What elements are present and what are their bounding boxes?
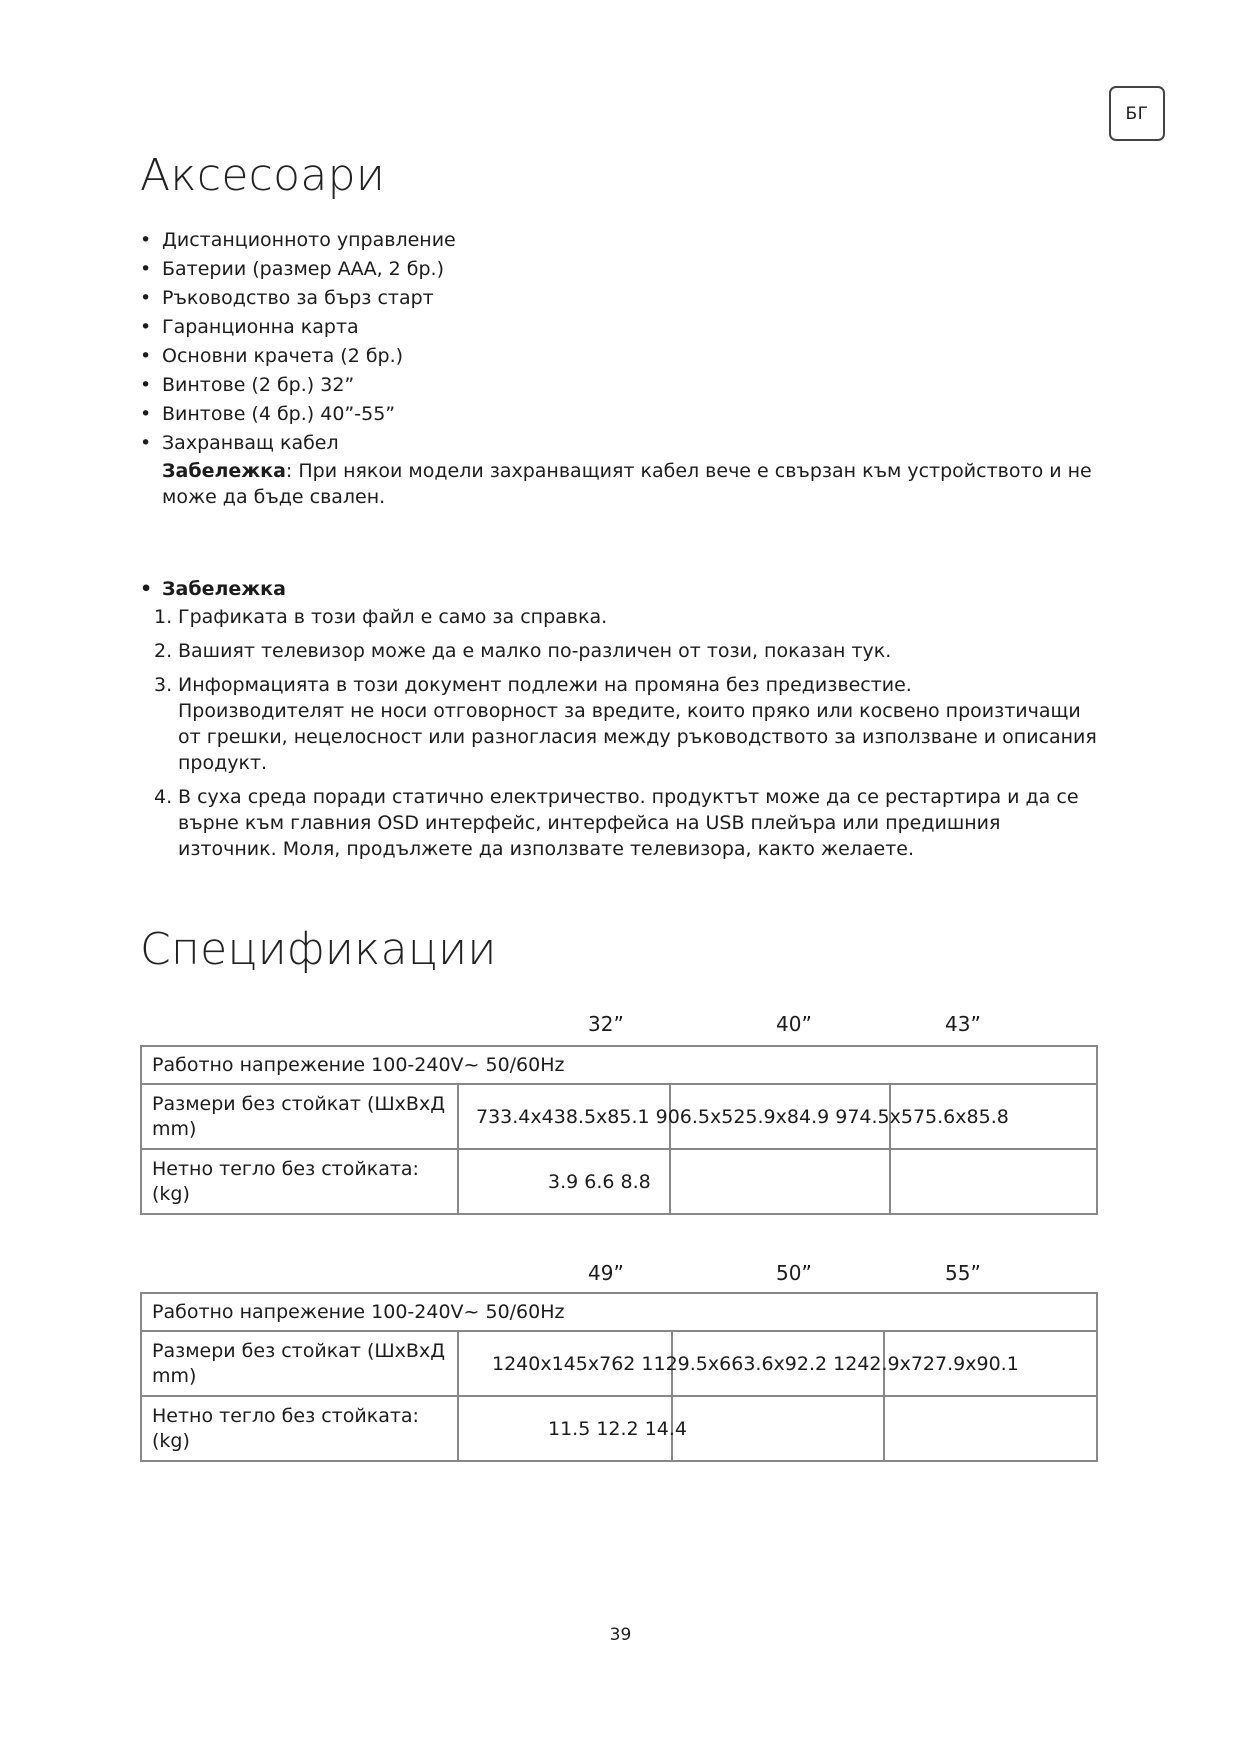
bullet-icon: • [140, 316, 152, 338]
list-item: • Основни крачета (2 бр.) [140, 342, 1100, 371]
table-row [141, 1046, 1097, 1084]
list-item: • Захранващ кабел Забележка: При някои модели захранващият кабел вече е свързан към устройството и не може да бъде свален. [140, 429, 1100, 510]
bullet-icon: • [140, 374, 152, 396]
bullet-icon: • [140, 345, 152, 367]
size-header: 40” [776, 1012, 812, 1036]
size-header: 32” [588, 1012, 624, 1036]
dims-values: 733.4x438.5x85.1 906.5x525.9x84.9 974.5x575.6x85.8 [476, 1106, 1009, 1128]
weight-values: 11.5 12.2 14.4 [548, 1418, 687, 1440]
note-text: : При някои модели захранващият кабел вече е свързан към устройството и не може да бъде свален. [162, 460, 1092, 508]
list-item: 2. Вашият телевизор може да е малко по-различен от този, показан тук. [154, 640, 892, 662]
dims-values: 1240x145x762 1129.5x663.6x92.2 1242.9x727.9x90.1 [492, 1353, 1019, 1375]
note-label: Забележка [162, 460, 286, 482]
notes-section [140, 576, 1100, 870]
dims-label-cell: Размери без стойкат (ШхВхД mm) [141, 1084, 458, 1149]
accessories-title: Аксесоари [140, 150, 386, 201]
notes-list [154, 604, 1100, 862]
weight-label-cell: Нетно тегло без стойката: (kg) [141, 1149, 458, 1214]
bullet-icon: • [140, 287, 152, 309]
weight-cell [884, 1396, 1097, 1461]
list-item: • Ръководство за бърз старт [140, 284, 1100, 313]
list-item: • Винтове (4 бр.) 40”-55” [140, 400, 1100, 429]
voltage-cell: Работно напрежение 100-240V~ 50/60Hz [141, 1293, 1097, 1331]
dims-label-cell: Размери без стойкат (ШхВхД mm) [141, 1331, 458, 1396]
bullet-icon: • [140, 432, 152, 454]
list-item: • Батерии (размер ААА, 2 бр.) [140, 255, 1100, 284]
weight-label-cell: Нетно тегло без стойката: (kg) [141, 1396, 458, 1461]
list-item: • Дистанционното управление [140, 226, 1100, 255]
size-header: 50” [776, 1261, 812, 1285]
power-cable-note [162, 458, 1100, 510]
list-item: 3. Информацията в този документ подлежи на промяна без предизвестие. Производителят не носи отговорност за вредите, които пряко или косвено произтичащи от грешки, нецелосност или разногласия между ръководството за използване и описания продукт. [154, 674, 1097, 774]
bullet-icon: • [140, 229, 152, 251]
specs-title: Спецификации [140, 924, 497, 975]
weight-cell [672, 1396, 884, 1461]
page-number: 39 [609, 1625, 632, 1645]
bullet-icon: • [140, 403, 152, 425]
list-item: • Винтове (2 бр.) 32” [140, 371, 1100, 400]
language-badge: БГ [1109, 86, 1165, 141]
weight-values: 3.9 6.6 8.8 [548, 1171, 651, 1193]
notes-heading: • Забележка [140, 578, 286, 600]
voltage-cell: Работно напрежение 100-240V~ 50/60Hz [141, 1046, 1097, 1084]
bullet-icon: • [140, 258, 152, 280]
accessories-list [140, 226, 1100, 510]
table-row [141, 1293, 1097, 1331]
weight-cell [890, 1149, 1097, 1214]
list-item: 1. Графиката в този файл е само за справка. [154, 606, 608, 628]
size-header: 49” [588, 1261, 624, 1285]
list-item: 4. В суха среда поради статично електричество. продуктът може да се рестартира и да се върне към главния OSD интерфейс, интерфейса на USB плейъра или предишния източник. Моля, продължете да използвате телевизора, както желаете. [154, 786, 1079, 860]
size-header: 55” [945, 1261, 981, 1285]
list-item: • Гаранционна карта [140, 313, 1100, 342]
weight-cell [670, 1149, 890, 1214]
bullet-icon: • [140, 578, 153, 600]
size-header: 43” [945, 1012, 981, 1036]
